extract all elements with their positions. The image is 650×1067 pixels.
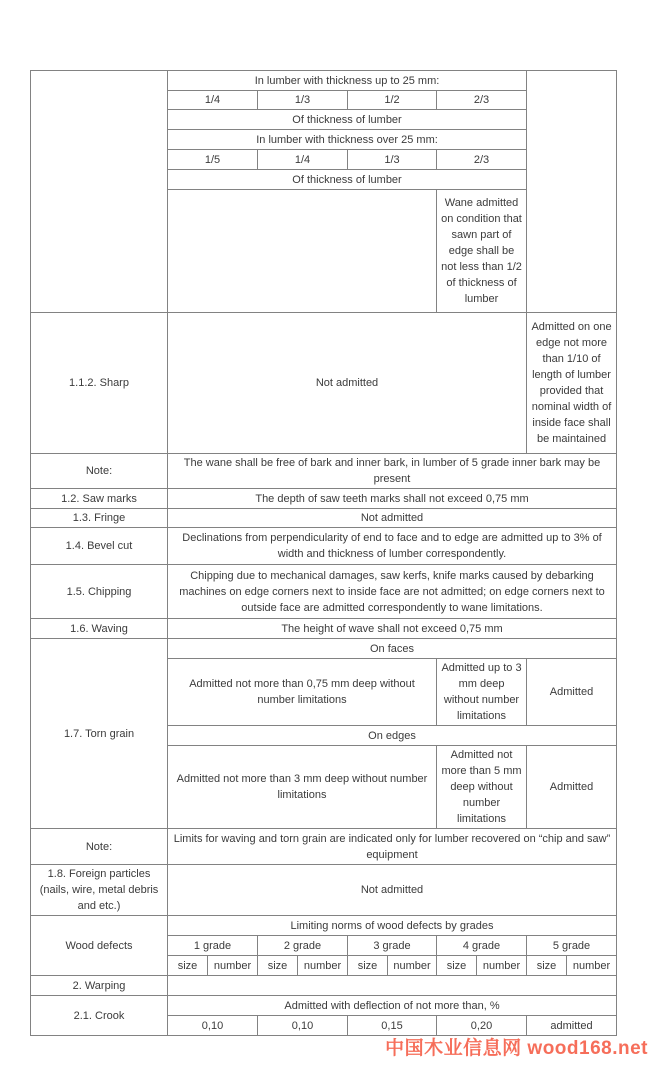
note-label: Note: xyxy=(31,454,168,489)
number-header-cell: number xyxy=(477,956,527,976)
saw-marks-text: The depth of saw teeth marks shall not exceed 0,75 mm xyxy=(168,489,617,509)
fraction-cell: 2/3 xyxy=(437,150,527,170)
row-sharp xyxy=(31,313,617,454)
sharp-label: 1.1.2. Sharp xyxy=(31,313,168,454)
grade-header-cell: 2 grade xyxy=(258,936,348,956)
wane-condition-empty-cell xyxy=(168,190,437,313)
fraction-cell: 1/4 xyxy=(258,150,348,170)
note-label: Note: xyxy=(31,829,168,865)
site-watermark: 中国木业信息网 wood168.net xyxy=(385,1038,648,1059)
grades-title: Limiting norms of wood defects by grades xyxy=(168,916,617,936)
crook-value-cell: 0,20 xyxy=(437,1016,527,1036)
row-saw-marks xyxy=(31,489,617,509)
wane-label-empty-cell xyxy=(31,71,168,313)
bevel-cut-text: Declinations from perpendicularity of end to face and to edge are admitted up to 3% of width and thickness of lumber correspondently. xyxy=(168,528,617,565)
of-thickness-note: Of thickness of lumber xyxy=(168,170,527,190)
row-warping xyxy=(31,976,617,996)
fraction-cell: 2/3 xyxy=(437,91,527,110)
chipping-text: Chipping due to mechanical damages, saw kerfs, knife marks caused by debarking machines on edge corners next to inside face are not admitted; on edge corners next to outside face are admitted correspondently to wane limitations. xyxy=(168,565,617,619)
fringe-label: 1.3. Fringe xyxy=(31,509,168,528)
on-edges-header: On edges xyxy=(168,726,617,746)
row-note-limits xyxy=(31,829,617,865)
warping-empty-cell xyxy=(168,976,617,996)
fraction-cell: 1/3 xyxy=(258,91,348,110)
fraction-cell: 1/5 xyxy=(168,150,258,170)
lumber-defects-table xyxy=(30,70,617,1036)
edges-grade-5-cell: Admitted xyxy=(527,746,617,829)
row-crook-header xyxy=(31,996,617,1016)
waving-label: 1.6. Waving xyxy=(31,619,168,639)
size-header-cell: size xyxy=(437,956,477,976)
edges-grade-4-cell: Admitted not more than 5 mm deep without number limitations xyxy=(437,746,527,829)
size-header-cell: size xyxy=(527,956,567,976)
crook-value-cell: 0,10 xyxy=(258,1016,348,1036)
foreign-particles-text: Not admitted xyxy=(168,865,617,916)
fraction-cell: 1/4 xyxy=(168,91,258,110)
size-header-cell: size xyxy=(168,956,208,976)
foreign-particles-label: 1.8. Foreign particles (nails, wire, metal debris and etc.) xyxy=(31,865,168,916)
row-fringe xyxy=(31,509,617,528)
row-waving xyxy=(31,619,617,639)
note-text: The wane shall be free of bark and inner bark, in lumber of 5 grade inner bark may be present xyxy=(168,454,617,489)
number-header-cell: number xyxy=(567,956,617,976)
faces-grade-5-cell: Admitted xyxy=(527,659,617,726)
row-chipping xyxy=(31,565,617,619)
crook-text: Admitted with deflection of not more than, % xyxy=(168,996,617,1016)
grade-header-cell: 3 grade xyxy=(348,936,437,956)
wane-up-to-25-header: In lumber with thickness up to 25 mm: xyxy=(168,71,527,91)
number-header-cell: number xyxy=(208,956,258,976)
wane-over-25-header: In lumber with thickness over 25 mm: xyxy=(168,130,527,150)
grade-header-cell: 5 grade xyxy=(527,936,617,956)
row-note-wane xyxy=(31,454,617,489)
note-text: Limits for waving and torn grain are indicated only for lumber recovered on “chip and saw” equipment xyxy=(168,829,617,865)
grade-header-cell: 4 grade xyxy=(437,936,527,956)
row-torn-grain-faces-header xyxy=(31,639,617,659)
crook-label: 2.1. Crook xyxy=(31,996,168,1036)
bevel-cut-label: 1.4. Bevel cut xyxy=(31,528,168,565)
of-thickness-note: Of thickness of lumber xyxy=(168,110,527,130)
row-bevel-cut xyxy=(31,528,617,565)
grade-header-cell: 1 grade xyxy=(168,936,258,956)
wane-condition-cell: Wane admitted on condition that sawn part of edge shall be not less than 1/2 of thickness of lumber xyxy=(437,190,527,313)
size-header-cell: size xyxy=(258,956,298,976)
number-header-cell: number xyxy=(298,956,348,976)
on-faces-header: On faces xyxy=(168,639,617,659)
row-foreign-particles xyxy=(31,865,617,916)
crook-value-cell: 0,10 xyxy=(168,1016,258,1036)
faces-grade-4-cell: Admitted up to 3 mm deep without number limitations xyxy=(437,659,527,726)
crook-value-cell: 0,15 xyxy=(348,1016,437,1036)
size-header-cell: size xyxy=(348,956,388,976)
waving-text: The height of wave shall not exceed 0,75 mm xyxy=(168,619,617,639)
faces-grades-1-3-cell: Admitted not more than 0,75 mm deep without number limitations xyxy=(168,659,437,726)
fraction-cell: 1/2 xyxy=(348,91,437,110)
wane-grade5-empty-cell xyxy=(527,71,617,313)
sharp-grade5-cell: Admitted on one edge not more than 1/10 of length of lumber provided that nominal width of inside face shall be maintained xyxy=(527,313,617,454)
warping-label: 2. Warping xyxy=(31,976,168,996)
row-wane-up-to-25 xyxy=(31,71,617,91)
row-grades-title xyxy=(31,916,617,936)
number-header-cell: number xyxy=(388,956,437,976)
crook-value-cell: admitted xyxy=(527,1016,617,1036)
torn-grain-label: 1.7. Torn grain xyxy=(31,639,168,829)
edges-grades-1-3-cell: Admitted not more than 3 mm deep without number limitations xyxy=(168,746,437,829)
saw-marks-label: 1.2. Saw marks xyxy=(31,489,168,509)
chipping-label: 1.5. Chipping xyxy=(31,565,168,619)
fraction-cell: 1/3 xyxy=(348,150,437,170)
fringe-text: Not admitted xyxy=(168,509,617,528)
sharp-main-cell: Not admitted xyxy=(168,313,527,454)
wood-defects-label: Wood defects xyxy=(31,916,168,976)
